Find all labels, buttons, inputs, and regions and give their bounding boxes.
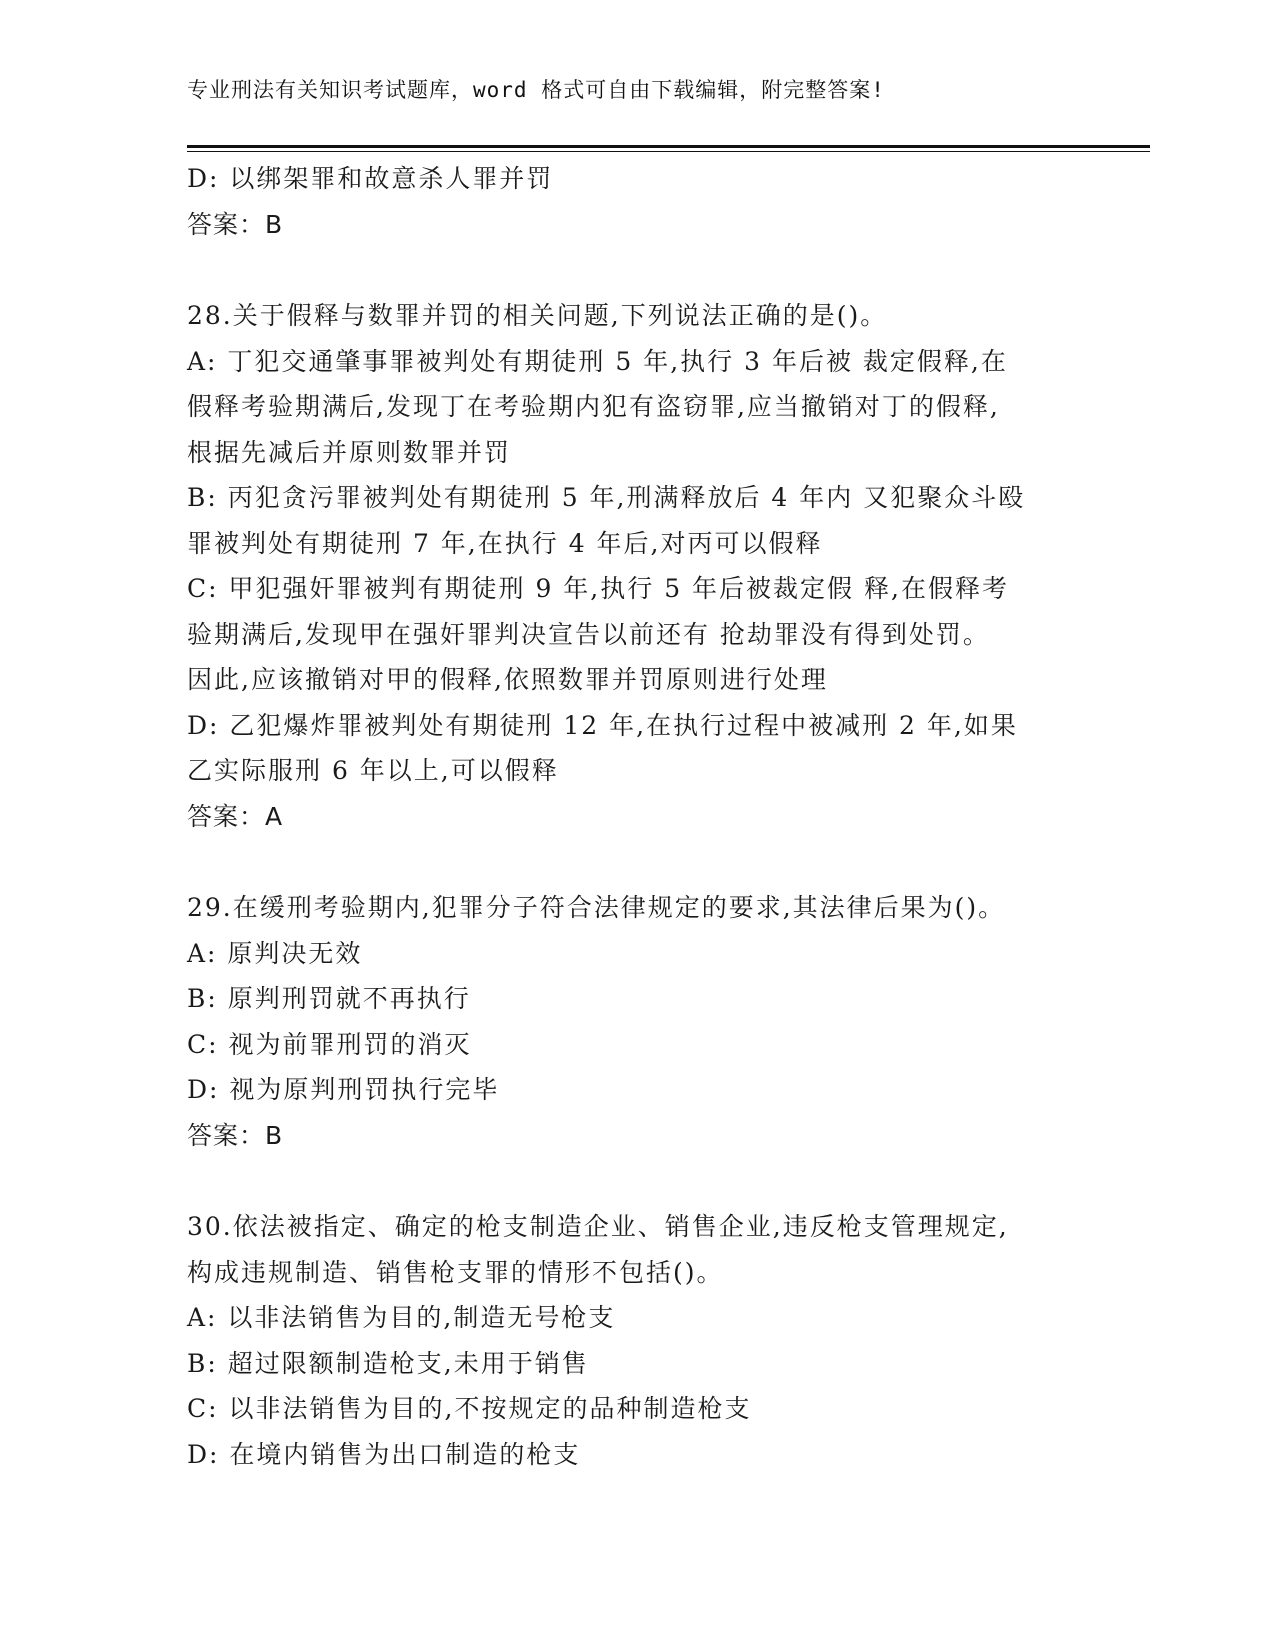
q28-answer: 答案：A xyxy=(187,801,284,831)
q28-option-d-line2: 乙实际服刑 6 年以上,可以假释 xyxy=(187,756,559,785)
q28-option-a-line3: 根据先减后并原则数罪并罚 xyxy=(187,437,512,467)
q30-option-c: C: 以非法销售为目的,不按规定的品种制造枪支 xyxy=(187,1394,752,1423)
question-27 xyxy=(187,156,1087,247)
q29-option-b: B: 原判刑罚就不再执行 xyxy=(187,984,471,1013)
header-rule-thin xyxy=(187,151,1150,152)
q29-option-a: A: 原判决无效 xyxy=(187,938,363,968)
q30-option-a: A: 以非法销售为目的,制造无号枪支 xyxy=(187,1303,616,1332)
q28-option-c-line3: 因此,应该撤销对甲的假释,依照数罪并罚原则进行处理 xyxy=(187,665,828,694)
q29-question: 29.在缓刑考验期内,犯罪分子符合法律规定的要求,其法律后果为()。 xyxy=(187,893,1006,922)
document-body xyxy=(187,156,1087,1477)
question-30 xyxy=(187,1204,1087,1477)
q28-question: 28.关于假释与数罪并罚的相关问题,下列说法正确的是()。 xyxy=(187,301,888,330)
q28-option-c-line1: C: 甲犯强奸罪被判有期徒刑 9 年,执行 5 年后被裁定假 释,在假释考 xyxy=(187,574,1009,603)
q30-option-d: D: 在境内销售为出口制造的枪支 xyxy=(187,1439,581,1469)
q29-option-c: C: 视为前罪刑罚的消灭 xyxy=(187,1029,472,1059)
q28-option-a-line2: 假释考验期满后,发现丁在考验期内犯有盗窃罪,应当撤销对丁的假释, xyxy=(187,392,1000,421)
q30-question-line1: 30.依法被指定、确定的枪支制造企业、销售企业,违反枪支管理规定, xyxy=(187,1212,1009,1241)
page-header: 专业刑法有关知识考试题库，word 格式可自由下载编辑，附完整答案! xyxy=(187,78,885,102)
q28-option-c-line2: 验期满后,发现甲在强奸罪判决宣告以前还有 抢劫罪没有得到处罚。 xyxy=(187,619,990,649)
q27-option-d: D: 以绑架罪和故意杀人罪并罚 xyxy=(187,164,554,193)
q28-option-b-line2: 罪被判处有期徒刑 7 年,在执行 4 年后,对丙可以假释 xyxy=(187,528,823,558)
q28-option-d-line1: D: 乙犯爆炸罪被判处有期徒刑 12 年,在执行过程中被减刑 2 年,如果 xyxy=(187,710,1018,740)
q30-option-b: B: 超过限额制造枪支,未用于销售 xyxy=(187,1348,589,1378)
q30-question-line2: 构成违规制造、销售枪支罪的情形不包括()。 xyxy=(187,1257,724,1287)
q27-answer: 答案：B xyxy=(187,209,284,239)
q29-answer: 答案：B xyxy=(187,1120,284,1150)
q29-option-d: D: 视为原判刑罚执行完毕 xyxy=(187,1075,500,1104)
q28-option-b-line1: B: 丙犯贪污罪被判处有期徒刑 5 年,刑满释放后 4 年内 又犯聚众斗殴 xyxy=(187,483,1026,512)
question-28 xyxy=(187,293,1087,839)
header-rule-thick xyxy=(187,145,1150,148)
q28-option-a-line1: A: 丁犯交通肇事罪被判处有期徒刑 5 年,执行 3 年后被 裁定假释,在 xyxy=(187,346,1008,376)
question-29 xyxy=(187,885,1087,1158)
